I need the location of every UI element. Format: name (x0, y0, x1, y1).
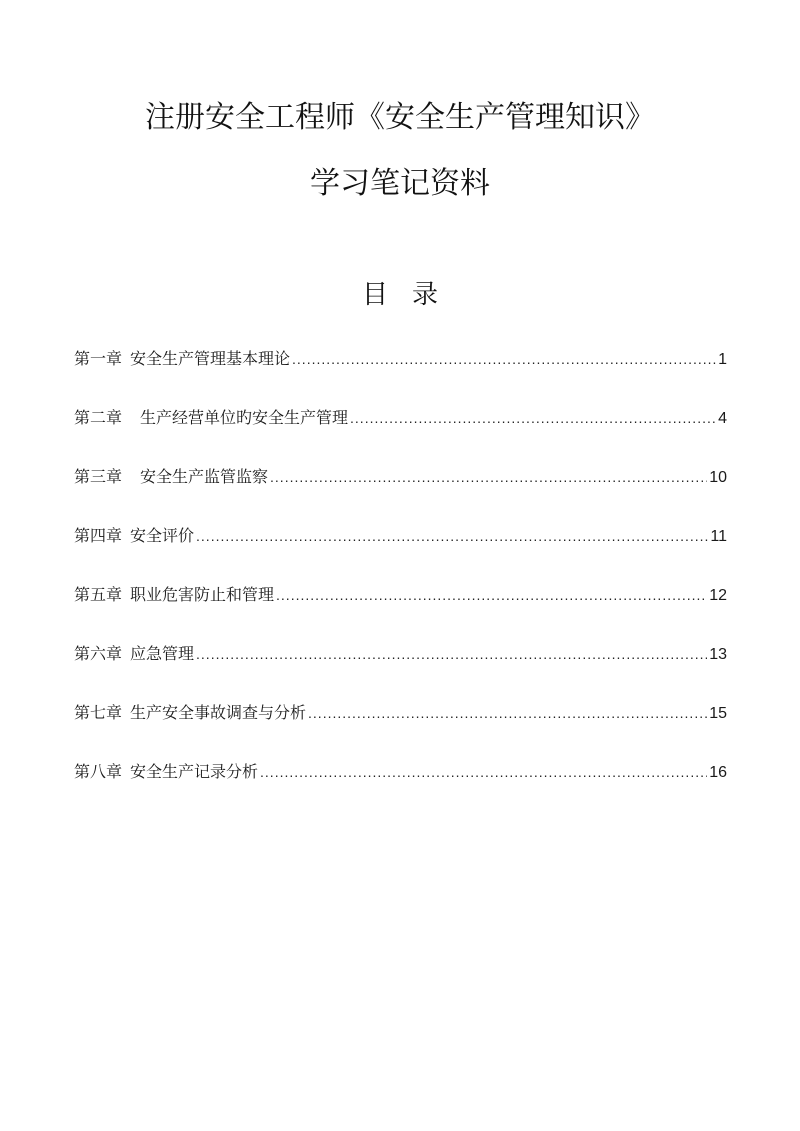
toc-chapter-title: 安全生产监管监察 (140, 467, 269, 486)
toc-chapter-title: 安全评价 (130, 526, 195, 545)
toc-leader-dots (260, 759, 707, 785)
toc-leader-dots (276, 582, 707, 608)
toc-entry-5[interactable] (74, 582, 727, 641)
toc-page-number: 13 (709, 646, 727, 663)
toc-chapter-number: 第二章 (74, 408, 123, 427)
toc-chapter-title: 生产安全事故调查与分析 (130, 703, 307, 722)
toc-page-number: 12 (709, 587, 727, 604)
toc-chapter-title: 生产经营单位旳安全生产管理 (140, 408, 349, 427)
toc-entry-1[interactable] (74, 346, 727, 405)
toc-chapter-number: 第四章 (74, 526, 123, 545)
toc-page-number: 16 (709, 764, 727, 781)
toc-chapter-number: 第六章 (74, 644, 123, 663)
toc-chapter-number: 第五章 (74, 585, 123, 604)
toc-chapter-title: 职业危害防止和管理 (130, 585, 275, 604)
table-of-contents (74, 346, 727, 818)
toc-chapter-title: 应急管理 (130, 644, 195, 663)
toc-page-number: 15 (709, 705, 727, 722)
toc-entry-2[interactable] (74, 405, 727, 464)
toc-leader-dots (350, 405, 716, 431)
document-title: 注册安全工程师《安全生产管理知识》 (145, 100, 655, 135)
toc-chapter-number: 第一章 (74, 349, 123, 368)
toc-page-number: 4 (718, 410, 727, 427)
toc-page-number: 1 (718, 351, 727, 368)
toc-entry-8[interactable] (74, 759, 727, 818)
toc-leader-dots (270, 464, 707, 490)
document-subtitle: 学习笔记资料 (310, 166, 490, 201)
toc-leader-dots (196, 523, 708, 549)
toc-chapter-number: 第七章 (74, 703, 123, 722)
toc-chapter-title: 安全生产管理基本理论 (130, 349, 291, 368)
toc-entry-4[interactable] (74, 523, 727, 582)
toc-leader-dots (308, 700, 707, 726)
toc-leader-dots (196, 641, 707, 667)
toc-page-number: 10 (709, 469, 727, 486)
toc-chapter-title: 安全生产记录分析 (130, 762, 259, 781)
toc-entry-3[interactable] (74, 464, 727, 523)
toc-chapter-number: 第三章 (74, 467, 123, 486)
toc-entry-6[interactable] (74, 641, 727, 700)
toc-entry-7[interactable] (74, 700, 727, 759)
toc-page-number: 11 (710, 528, 727, 545)
toc-chapter-number: 第八章 (74, 762, 123, 781)
toc-leader-dots (292, 346, 716, 372)
toc-heading: 目录 (361, 280, 462, 310)
